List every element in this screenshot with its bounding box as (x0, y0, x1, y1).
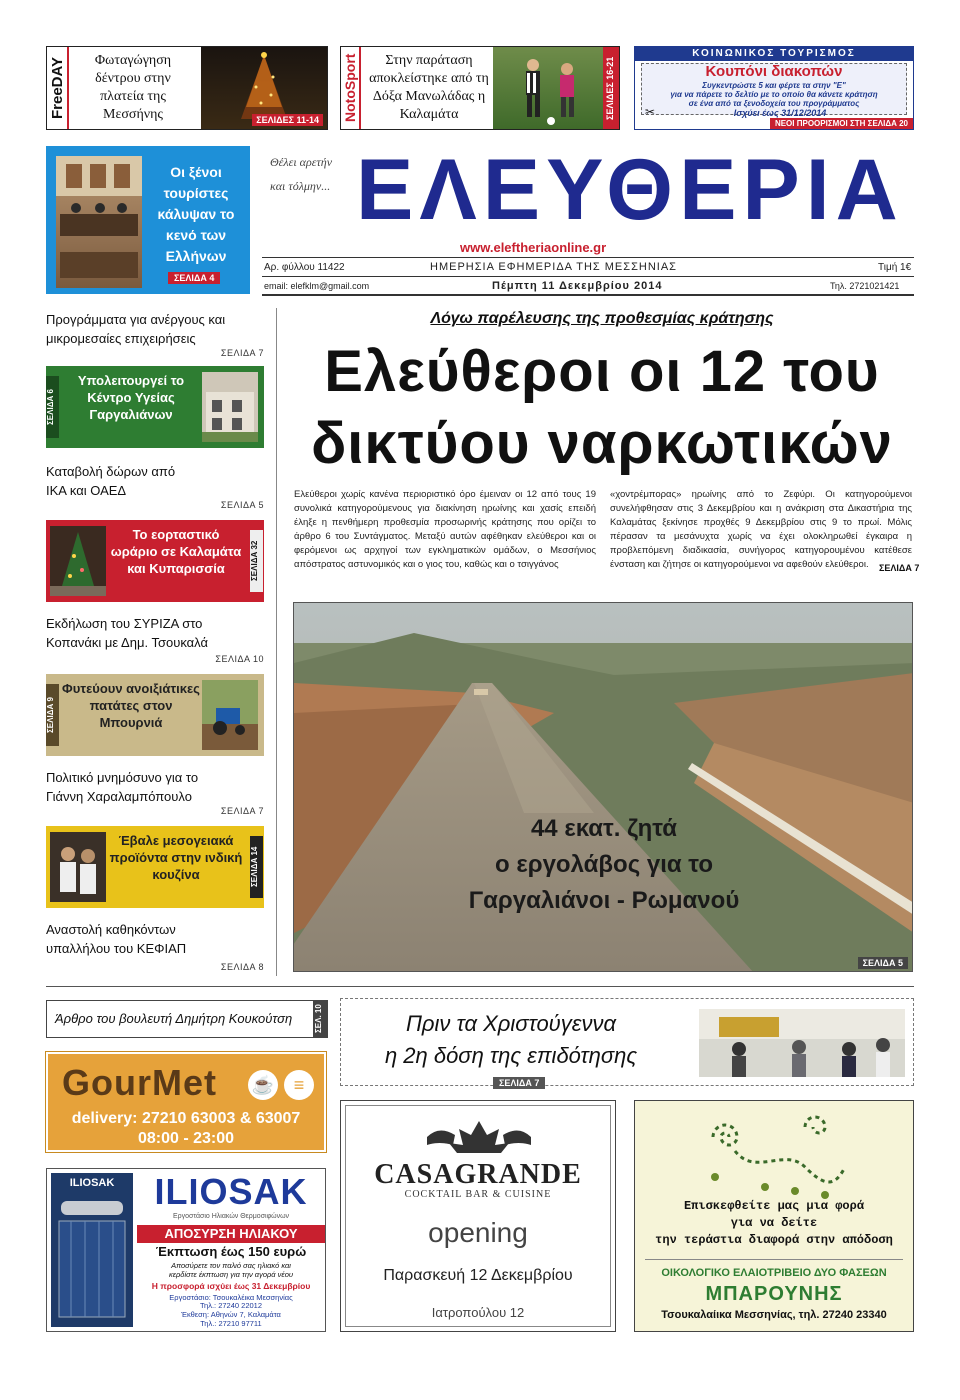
price: Τιμή 1€ (878, 262, 912, 273)
email[interactable]: email: elefklm@gmail.com (264, 281, 370, 291)
tourism-line3: σε ένα από τα ξενοδοχεία του προγράμματος (688, 99, 860, 108)
sidebar-item-syriza-page: ΣΕΛΙΔΑ 10 (215, 654, 264, 664)
casagrande-date: Παρασκευή 12 Δεκεμβρίου (383, 1267, 573, 1284)
photo-caption-1: 44 εκατ. ζητά (530, 815, 678, 842)
notosport-promo[interactable] (340, 46, 620, 130)
lead-body-col2: «χοντρέμπορας» ηρωίνης από το Ζεφύρι. Οι κατηγορούμενοι συνελήφθησαν στις 3 Δεκεμβρίου και η ανάκριση στα Δικαστήρια της Καλαμάτας ξεκίνησε προχθές 9 Δεκεμβρίου στις 9 το πρωί. Μόλις πέρασαν τα μεσάνυχτα χωρίς να έχει ολοκληρωθεί έγκαιρα η προβλεπόμενη διαδικασία, συνήγορος κατηγορουμένου κατέθεσε ένσταση και ζήτησε οι κατηγορούμενοι να αφεθούν ελεύθεροι. (610, 489, 912, 570)
freeday-brand: FreeDAY (47, 47, 69, 129)
feature-text: Οι ξένοι τουρίστες κάλυψαν το κενό των Ελλήνων (157, 164, 235, 264)
tractor-photo (202, 680, 258, 750)
iliosak-addr3: Έκθεση: Αθηνών 7, Καλαμάτα (181, 1310, 281, 1319)
oil-line2: για να δείτε (730, 1216, 818, 1230)
freeday-promo[interactable] (46, 46, 328, 130)
masthead-rule-mid (262, 276, 914, 277)
gourmet-hours: 08:00 - 23:00 (137, 1130, 235, 1147)
sidebar-item-bonuses[interactable]: Καταβολή δώρων από ΙΚΑ και ΟΑΕΔ (46, 464, 176, 498)
masthead-motto: Θέλει αρετήν και τόλμην... (270, 155, 333, 193)
mp-article-text: Άρθρο του βουλευτή Δημήτρη Κουκούτση (55, 1011, 293, 1026)
tourism-header: ΚΟΙΝΩΝΙΚΟΣ ΤΟΥΡΙΣΜΟΣ (635, 47, 913, 61)
sidebar-item-memorial-page: ΣΕΛΙΔΑ 7 (220, 806, 264, 816)
feature-page: ΣΕΛΙΔΑ 4 (168, 272, 220, 284)
olive-spiral-icon (695, 1107, 855, 1203)
sidebar-box-holiday-hours[interactable] (46, 520, 264, 602)
lead-page: ΣΕΛΙΔΑ 7 (876, 563, 919, 573)
road-photo-story[interactable] (293, 602, 913, 972)
olive-mill-ad[interactable] (634, 1100, 914, 1332)
iliosak-tagline: Εργοστάσιο Ηλιακών Θερμοσιφώνων (172, 1213, 290, 1220)
iliosak-desc2: κερδίστε έκπτωση για την αγορά νέου (168, 1270, 294, 1279)
tourism-line2: για να πάρετε το δελτίο με το οποίο θα κάνετε κράτηση (670, 90, 878, 99)
oil-divider (645, 1259, 903, 1260)
sidebar-box-indian-cuisine[interactable] (46, 826, 264, 908)
box-cuisine-text: Έβαλε μεσογειακά προϊόντα στην ινδική κουζίνα (109, 833, 243, 882)
masthead-url[interactable]: www.eleftheriaonline.gr (460, 240, 607, 255)
iliosak-addr2: Τηλ.: 27240 22012 (200, 1301, 262, 1310)
sidebar-item-bonuses-page: ΣΕΛΙΔΑ 5 (220, 500, 264, 510)
box-health-page: ΣΕΛΙΔΑ 6 (46, 376, 59, 438)
photo-caption-3: Γαργαλιάνοι - Ρωμανού (468, 887, 740, 914)
freeday-text: Φωταγώγηση δέντρου στην πλατεία της Μεσσήνης (94, 53, 172, 122)
feature-box[interactable] (46, 146, 250, 294)
sidebar-item-kefiap-page: ΣΕΛΙΔΑ 8 (220, 962, 264, 972)
masthead-subtitle: ΗΜΕΡΗΣΙΑ ΕΦΗΜΕΡΙΔΑ ΤΗΣ ΜΕΣΣΗΝΙΑΣ (430, 261, 677, 273)
notosport-photo (493, 47, 603, 129)
sidebar-divider (276, 308, 277, 976)
photo-story-page: ΣΕΛΙΔΑ 5 (858, 957, 908, 969)
casagrande-opening: opening (428, 1217, 528, 1248)
tourism-coupon[interactable] (634, 46, 914, 130)
masthead-rule-top (262, 257, 914, 258)
gourmet-brand: GourMet (62, 1062, 217, 1103)
tourism-title: Κουπόνι διακοπών (705, 63, 843, 80)
notosport-text: Στην παράταση αποκλείστηκε από τη Δόξα Μανωλάδας η Καλαμάτα (369, 53, 489, 122)
sidebar-item-unemployed[interactable]: Προγράμματα για ανέργους και μικρομεσαίες επιχειρήσεις (46, 312, 226, 346)
photo-caption-2: ο εργολάβος για το (495, 851, 713, 878)
council-room-icon (56, 156, 142, 288)
gourmet-ad[interactable] (46, 1052, 326, 1152)
casagrande-ad[interactable] (340, 1100, 616, 1332)
tourism-line1: Συγκεντρώστε 5 και φέρτε τα στην "Ε" (702, 81, 846, 90)
iliosak-addr1: Εργοστάσιο: Τσουκαλέικα Μεσσηνίας (169, 1293, 293, 1302)
subsidy-line1: Πριν τα Χριστούγεννα (405, 1011, 616, 1036)
solar-heater-image: ILIOSAK (51, 1173, 133, 1327)
subsidy-line2: η 2η δόση της επιδότησης (384, 1043, 638, 1068)
oil-line3: την τεράστια διαφορά στην απόδοση (655, 1233, 893, 1247)
iliosak-ad[interactable] (46, 1168, 326, 1332)
phone: Τηλ. 2721021421 (830, 281, 900, 291)
notosport-brand: NotoSport (341, 47, 361, 129)
box-holiday-page: ΣΕΛΙΔΑ 32 (250, 530, 263, 592)
sidebar-item-kefiap[interactable]: Αναστολή καθηκόντων υπαλλήλου του ΚΕΦΙΑΠ (46, 922, 187, 956)
oil-name: ΜΠΑΡΟΥΝΗΣ (705, 1283, 843, 1305)
oil-title: ΟΙΚΟΛΟΓΙΚΟ ΕΛΑΙΟΤΡΙΒΕΙΟ ΔΥΟ ΦΑΣΕΩΝ (661, 1267, 887, 1279)
sidebar-box-potatoes[interactable] (46, 674, 264, 756)
football-players-icon (493, 47, 603, 129)
coffee-cup-icon: ☕ (248, 1070, 278, 1100)
sidebar-item-unemployed-page: ΣΕΛΙΔΑ 7 (220, 348, 264, 358)
iliosak-desc1: Αποσύρετε τον παλιό σας ηλιακό και (171, 1261, 291, 1270)
casagrande-address: Ιατροπούλου 12 (431, 1305, 525, 1320)
lead-body-col1: Ελεύθεροι χωρίς κανένα περιοριστικό όρο έμειναν οι 12 από τους 19 συνολικά κατηγορούμενους για διακίνηση ηρωίνης και χασίς επειδή έληξε η πενθήμερη προθεσμία προσωρινής κράτησης που ορίζει το άρθρο 6 του Συντάγματος. Μεταξύ αυτών αφέθηκαν ελεύθεροι και οι φερόμενοι ως αρχηγοί των εγκληματικών ομάδων, ο Μεσσήνιος απόστρατος αστυνομικός και ο γιος του, καθώς και ο τσιγγάνος (294, 489, 596, 570)
bottom-section-rule (46, 986, 914, 987)
box-potatoes-text: Φυτεύουν ανοιξιάτικες πατάτες στον Μπουρνιά (62, 681, 200, 730)
road-landscape-image (294, 603, 913, 972)
notosport-pages: ΣΕΛΙΔΕΣ 16-21 (603, 47, 619, 129)
issue-date: Πέμπτη 11 Δεκεμβρίου 2014 (492, 280, 663, 292)
box-potatoes-page: ΣΕΛΙΔΑ 9 (46, 684, 59, 746)
freeday-photo (201, 47, 327, 129)
burger-icon: ≡ (284, 1070, 314, 1100)
iliosak-brand: ILIOSAK (154, 1171, 308, 1212)
scissors-icon: ✂ (645, 105, 656, 119)
issue-number: Αρ. φύλλου 11422 (264, 262, 345, 273)
iliosak-valid: Η προσφορά ισχύει έως 31 Δεκεμβρίου (151, 1281, 311, 1291)
oil-line1: Επισκεφθείτε μας μια φορά (683, 1199, 865, 1213)
masthead-title: ΕΛΕΥΘΕΡΙΑ (356, 142, 904, 238)
tourism-footer: ΝΕΟΙ ΠΡΟΟΡΙΣΜΟΙ ΣΤΗ ΣΕΛΙΔΑ 20 (770, 118, 913, 129)
gourmet-phone: delivery: 27210 63003 & 63007 (71, 1110, 301, 1127)
subsidy-page: ΣΕΛΙΔΑ 7 (493, 1077, 545, 1089)
lead-headline-2[interactable]: δικτύου ναρκωτικών (311, 411, 893, 476)
feature-photo (56, 156, 142, 288)
box-health-text: Υπολειτουργεί το Κέντρο Υγείας Γαργαλιάνων (77, 373, 185, 422)
iliosak-title: ΑΠΟΣΥΡΣΗ ΗΛΙΑΚΟΥ (137, 1225, 325, 1243)
casagrande-brand: CASAGRANDE (374, 1159, 582, 1190)
masthead-rule-bottom (262, 294, 914, 296)
sidebar-item-syriza[interactable]: Εκδήλωση του ΣΥΡΙΖΑ στο Κοπανάκι με Δημ. Τσουκαλά (46, 616, 208, 650)
oil-contact: Τσουκαλαίικα Μεσσηνίας, τηλ. 27240 23340 (661, 1309, 887, 1321)
freeday-pages: ΣΕΛΙΔΕΣ 11-14 (252, 114, 323, 126)
iliosak-offer: Έκπτωση έως 150 ευρώ (155, 1244, 307, 1259)
tourism-valid: Ισχύει έως 31/12/2014 (733, 108, 827, 118)
mp-article-box[interactable] (46, 1000, 328, 1038)
mp-article-page: ΣΕΛ. 10 (313, 1001, 327, 1037)
lead-headline-1[interactable]: Ελεύθεροι οι 12 του (324, 339, 880, 404)
casagrande-sub: COCKTAIL BAR & CUISINE (404, 1189, 552, 1200)
sidebar-box-health-center[interactable] (46, 366, 264, 448)
chefs-photo (50, 832, 106, 902)
sidebar-item-memorial[interactable]: Πολιτικό μνημόσυνο για το Γιάννη Χαραλαμπόπουλο (46, 770, 199, 804)
box-cuisine-page: ΣΕΛΙΔΑ 14 (250, 836, 263, 898)
griffin-crest-icon (419, 1115, 539, 1159)
health-center-photo (202, 372, 258, 442)
holiday-photo (50, 526, 106, 596)
subsidy-photo (699, 1009, 905, 1077)
subsidy-box[interactable] (340, 998, 914, 1086)
box-holiday-text: Το εορταστικό ωράριο σε Καλαμάτα και Κυπαρισσία (110, 527, 242, 576)
lead-kicker: Λόγω παρέλευσης της προθεσμίας κράτησης (430, 310, 774, 327)
iliosak-addr4: Τηλ.: 27210 97711 (200, 1319, 262, 1328)
